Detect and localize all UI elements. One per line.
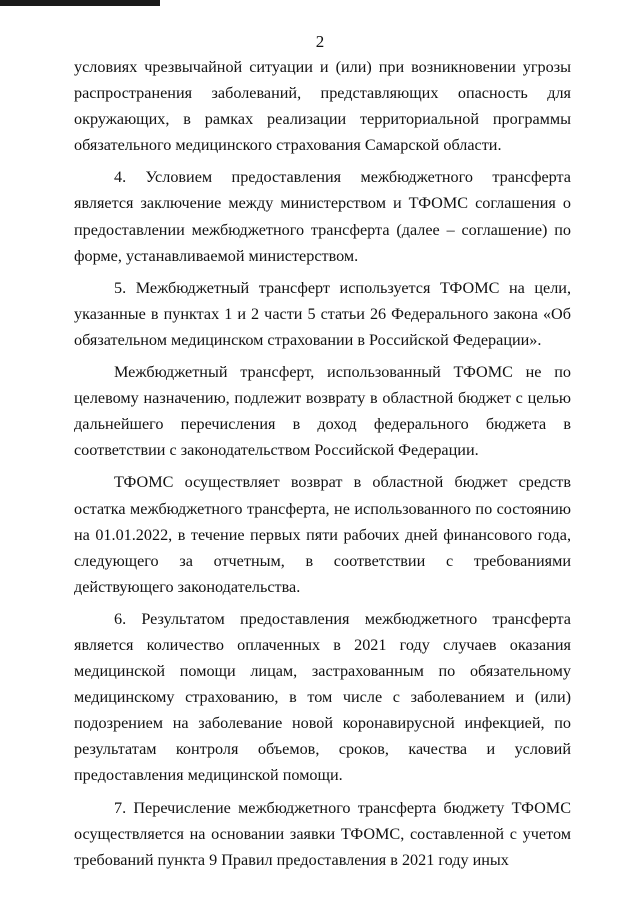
paragraph-misuse-return: Межбюджетный трансферт, использованный ТФОМС не по целевому назначению, подлежит возврату в областной бюджет с целью дальнейшего перечисления в доход федерального бюджета в соответствии с законодательством Российской Федерации. xyxy=(74,363,571,460)
paragraph-item-4: 4. Условием предоставления межбюджетного трансферта является заключение между министерством и ТФОМС соглашения о предоставлении межбюджетного трансферта (далее – соглашение) по форме, устанавливаемой министерством. xyxy=(74,168,571,265)
document-body xyxy=(74,54,571,873)
page-number: 2 xyxy=(315,32,325,51)
paragraph-continuation: условиях чрезвычайной ситуации и (или) при возникновении угрозы распространения заболеваний, представляющих опасность для окружающих, в рамках реализации территориальной программы обязательного медицинского страхования Самарской области. xyxy=(74,58,571,155)
paragraph-item-6: 6. Результатом предоставления межбюджетного трансферта является количество оплаченных в 2021 году случаев оказания медицинской помощи лицам, застрахованным по обязательному медицинскому страхованию, в том числе с заболеванием и (или) подозрением на заболевание новой коронавирусной инфекцией, по результатам контроля объемов, сроков, качества и условий предоставления медицинской помощи. xyxy=(74,609,571,785)
paragraph-item-5: 5. Межбюджетный трансферт используется ТФОМС на цели, указанные в пунктах 1 и 2 части 5 статьи 26 Федерального закона «Об обязательном медицинском страховании в Российской Федерации». xyxy=(74,278,571,349)
scan-edge-bar xyxy=(0,0,160,6)
paragraph-balance-return: ТФОМС осуществляет возврат в областной бюджет средств остатка межбюджетного трансферта, не использованного по состоянию на 01.01.2022, в течение первых пяти рабочих дней финансового года, следующего за отчетным, в соответствии с требованиями действующего законодательства. xyxy=(74,473,571,596)
paragraph-item-7: 7. Перечисление межбюджетного трансферта бюджету ТФОМС осуществляется на основании заявки ТФОМС, составленной с учетом требований пункта 9 Правил предоставления в 2021 году иных xyxy=(74,798,571,869)
